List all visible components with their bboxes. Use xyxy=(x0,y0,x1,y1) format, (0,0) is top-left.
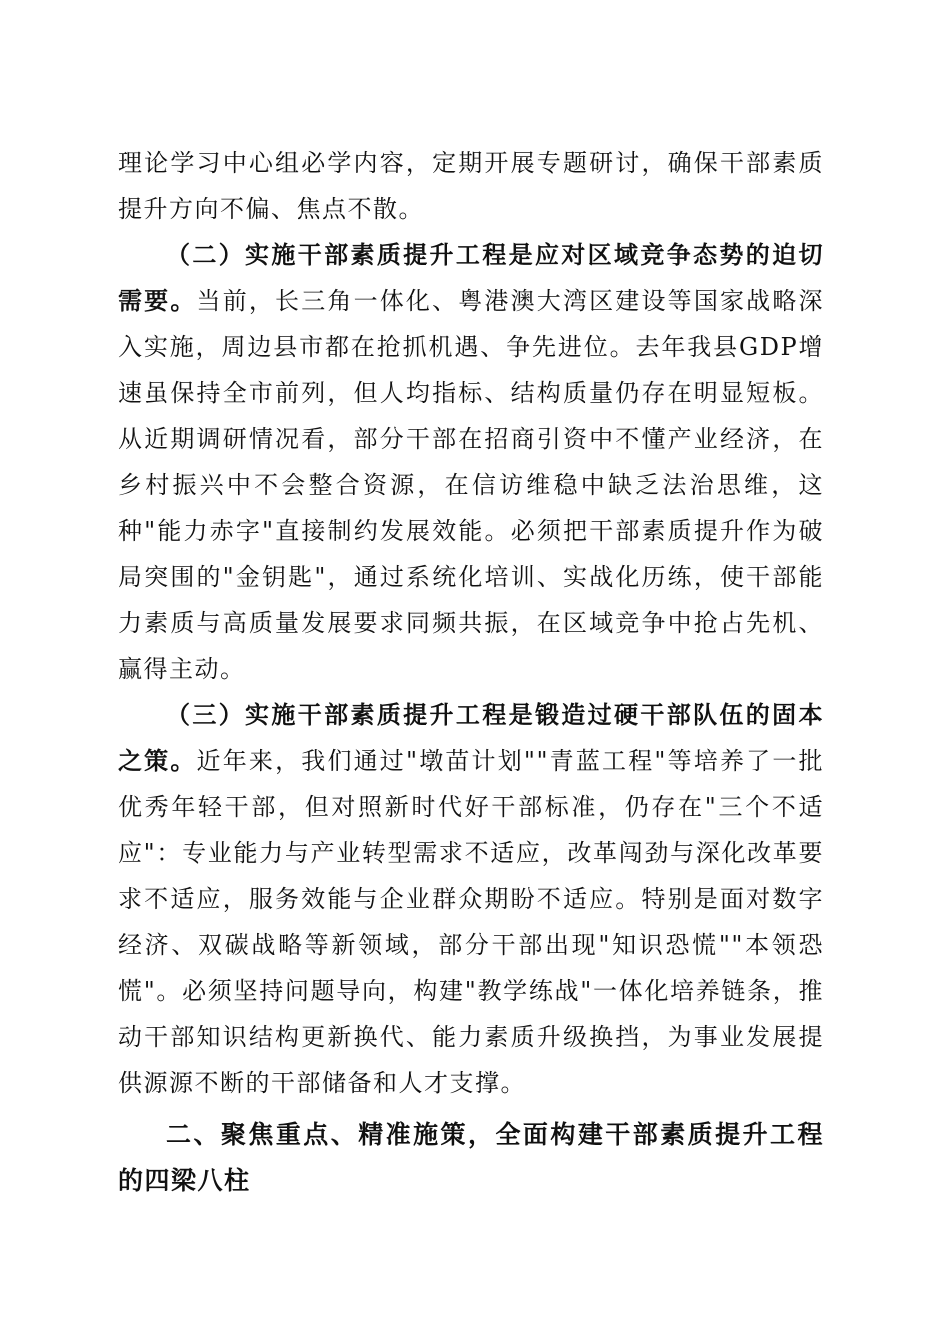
paragraph-3-body: 近年来，我们通过"墩苗计划""青蓝工程"等培养了一批优秀年轻干部，但对照新时代好干部标准，仍存在"三个不适应"：专业能力与产业转型需求不适应，改革闯劲与深化改革要求不适应，服务效能与企业群众期盼不适应。特别是面对数字经济、双碳战略等新领域，部分干部出现"知识恐慌""本领恐慌"。必须坚持问题导向，构建"教学练战"一体化培养链条，推动干部知识结构更新换代、能力素质升级换挡，为事业发展提供源源不断的干部储备和人才支撑。 xyxy=(118,747,825,1097)
continuation-paragraph: 理论学习中心组必学内容，定期开展专题研讨，确保干部素质提升方向不偏、焦点不散。 xyxy=(118,149,824,223)
paragraph-2 xyxy=(118,232,824,692)
paragraph-2-lead: （二）实施干部素质提升工程是应对区域竞争态势的迫切需要。 xyxy=(118,240,824,315)
paragraph-3 xyxy=(118,692,824,1106)
document-body xyxy=(118,140,824,1204)
paragraph-2-body: 当前，长三角一体化、粤港澳大湾区建设等国家战略深入实施，周边县市都在抢抓机遇、争先进位。去年我县GDP增速虽保持全市前列，但人均指标、结构质量仍存在明显短板。从近期调研情况看，部分干部在招商引资中不懂产业经济，在乡村振兴中不会整合资源，在信访维稳中缺乏法治思维，这种"能力赤字"直接制约发展效能。必须把干部素质提升作为破局突围的"金钥匙"，通过系统化培训、实战化历练，使干部能力素质与高质量发展要求同频共振，在区域竞争中抢占先机、赢得主动。 xyxy=(118,287,825,683)
section-heading: 二、聚焦重点、精准施策，全面构建干部素质提升工程的四梁八柱 xyxy=(118,1120,824,1195)
paragraph-3-lead: （三）实施干部素质提升工程是锻造过硬干部队伍的固本之策。 xyxy=(118,700,824,775)
